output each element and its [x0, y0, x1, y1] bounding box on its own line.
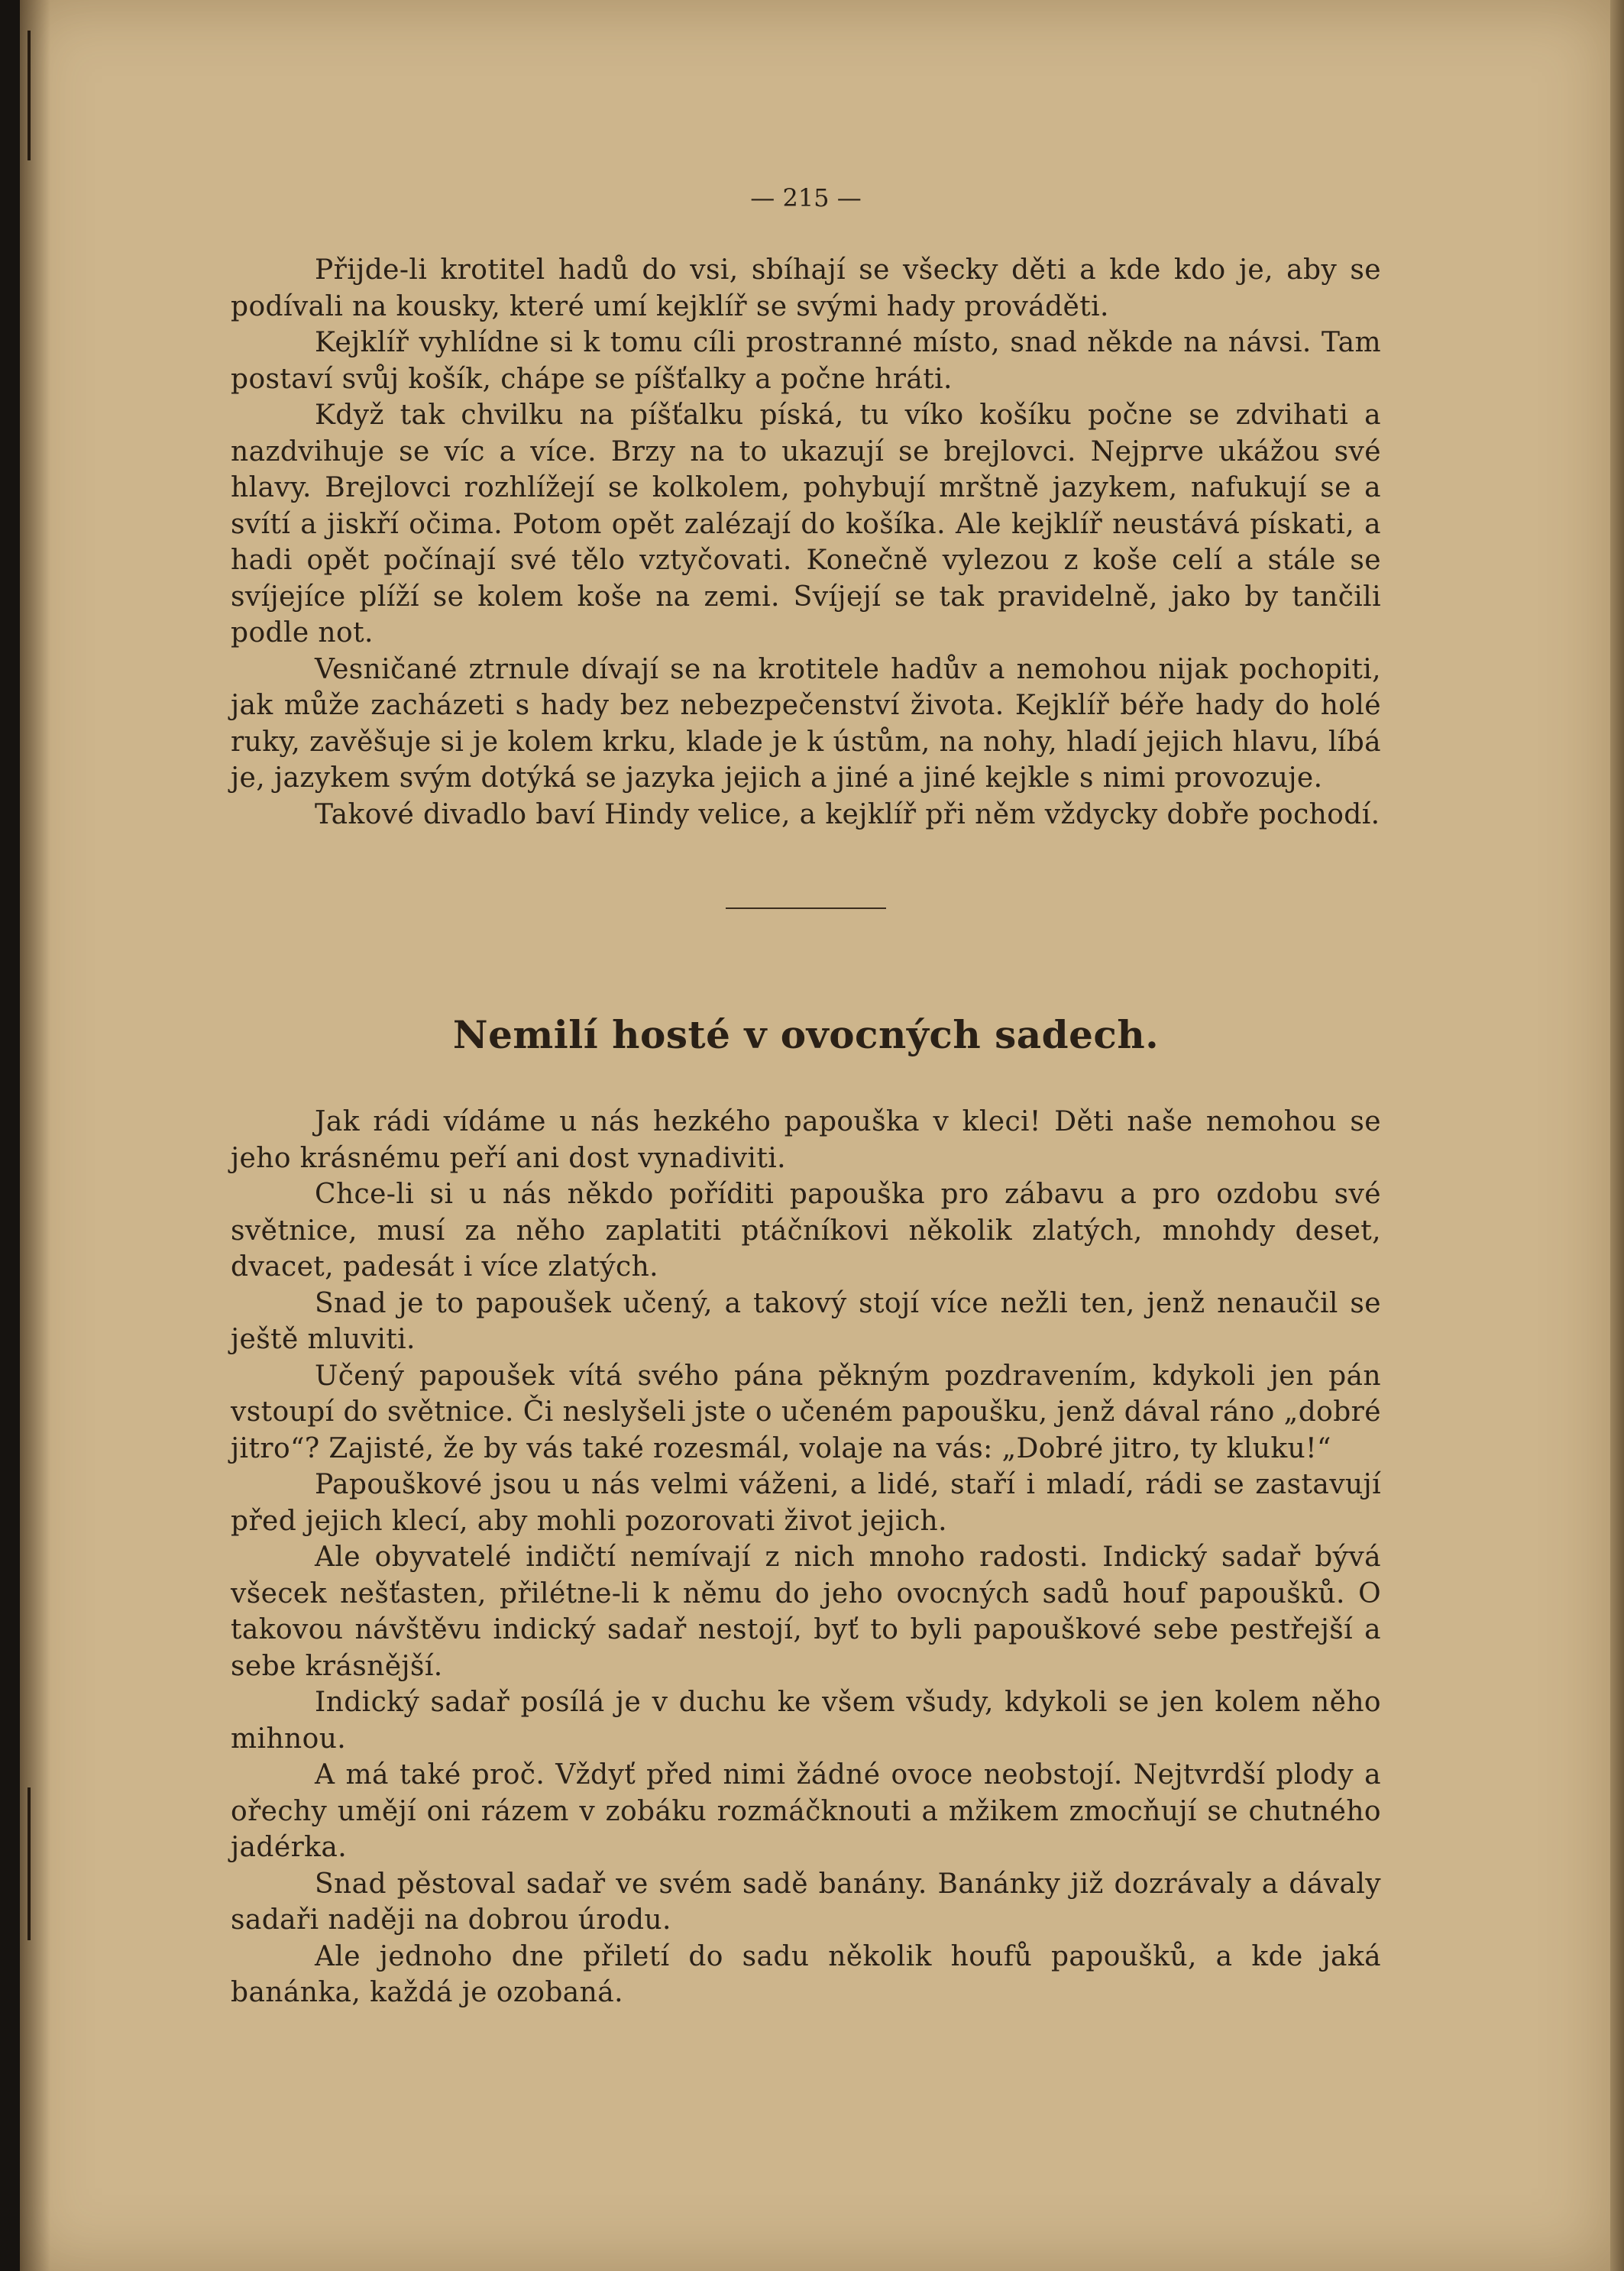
paragraph: A má také proč. Vždyť před nimi žádné ovoce neobstojí. Nejtvrdší plody a ořechy umějí oni rázem v zobáku rozmáčknouti a mžikem zmocňují se chutného jadérka.	[231, 1759, 1381, 1863]
paragraph: Přijde-li krotitel hadů do vsi, sbíhají se všecky děti a kde kdo je, aby se podívali na kousky, které umí kejklíř se svými hady prováděti.	[231, 254, 1381, 322]
paragraph: Papouškové jsou u nás velmi váženi, a lidé, staří i mladí, rádi se zastavují před jejich klecí, aby mohli pozorovati život jejich.	[231, 1469, 1381, 1537]
paragraph: Kejklíř vyhlídne si k tomu cíli prostranné místo, snad někde na návsi. Tam postaví svůj košík, chápe se píšťalky a počne hráti.	[231, 327, 1381, 395]
section-divider	[726, 907, 886, 909]
paragraph: Ale jednoho dne přiletí do sadu několik houfů papoušků, a kde jaká banánka, každá je ozobaná.	[231, 1940, 1381, 2008]
margin-mark	[27, 1787, 31, 1940]
page-number: — 215 —	[750, 183, 862, 212]
section-2-text	[231, 1104, 1381, 2011]
paragraph: Když tak chvilku na píšťalku píská, tu víko košíku počne se zdvihati a nazdvihuje se víc a více. Brzy na to ukazují se brejlovci. Nejprve ukážou své hlavy. Brejlovci rozhlížejí se kolkolem, pohybují mrštně jazykem, nafukují se a svítí a jiskří očima. Potom opět zalézají do košíka. Ale kejklíř neustává pískati, a hadi opět počínají své tělo vztyčovati. Konečně vylezou z koše celí a stále se svíjejíce plíží se kolem koše na zemi. Svíjejí se tak pravidelně, jako by tančili podle not.	[231, 400, 1381, 649]
paragraph: Chce-li si u nás někdo poříditi papouška pro zábavu a pro ozdobu své světnice, musí za něho zaplatiti ptáčníkovi několik zlatých, mnohdy deset, dvacet, padesát i více zlatých.	[231, 1179, 1381, 1283]
paragraph: Takové divadlo baví Hindy velice, a kejklíř při něm vždycky dobře pochodí.	[315, 798, 1380, 830]
page-edge	[1610, 0, 1624, 2271]
paragraph: Snad pěstoval sadař ve svém sadě banány. Banánky již dozrávaly a dávaly sadaři naději na dobrou úrodu.	[231, 1868, 1381, 1936]
section-title: Nemilí hosté v ovocných sadech.	[452, 1012, 1160, 1057]
paragraph: Vesničané ztrnule dívají se na krotitele hadův a nemohou nijak pochopiti, jak může zacházeti s hady bez nebezpečenství života. Kejklíř béře hady do holé ruky, zavěšuje si je kolem krku, klade je k ústům, na nohy, hladí jejich hlavu, líbá je, jazykem svým dotýká se jazyka jejich a jiné a jiné kejkle s nimi provozuje.	[231, 653, 1381, 794]
paragraph: Indický sadař posílá je v duchu ke všem všudy, kdykoli se jen kolem něho mihnou.	[231, 1687, 1381, 1755]
spine-shadow	[20, 0, 50, 2271]
section-1-text	[231, 252, 1381, 833]
paragraph: Učený papoušek vítá svého pána pěkným pozdravením, kdykoli jen pán vstoupí do světnice. Či neslyšeli jste o učeném papoušku, jenž dával ráno „dobré jitro“? Zajisté, že by vás také rozesmál, volaje na vás: „Dobré jitro, ty kluku!“	[231, 1360, 1381, 1464]
paragraph: Ale obyvatelé indičtí nemívají z nich mnoho radosti. Indický sadař bývá všecek nešťasten, přilétne-li k němu do jeho ovocných sadů houf papoušků. O takovou návštěvu indický sadař nestojí, byť to byli papouškové sebe pestřejší a sebe krásnější.	[231, 1541, 1381, 1682]
paragraph: Jak rádi vídáme u nás hezkého papouška v kleci! Děti naše nemohou se jeho krásnému peří ani dost vynadiviti.	[231, 1106, 1381, 1174]
margin-mark	[27, 31, 31, 160]
paragraph: Snad je to papoušek učený, a takový stojí více nežli ten, jenž nenaučil se ještě mluviti.	[231, 1287, 1381, 1355]
